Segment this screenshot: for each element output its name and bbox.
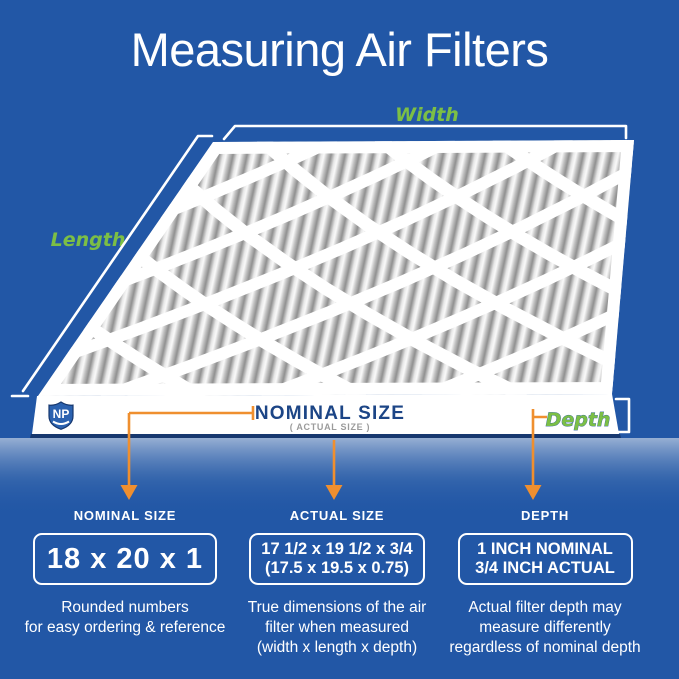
actual-size-column bbox=[237, 508, 437, 658]
depth-caption bbox=[440, 598, 650, 658]
column-header: NOMINAL SIZE bbox=[73, 508, 177, 523]
depth-actual-value: 3/4 INCH ACTUAL bbox=[475, 559, 615, 577]
nominal-size-column bbox=[18, 508, 232, 638]
caption-line: for easy ordering & reference bbox=[24, 619, 226, 636]
width-bracket bbox=[224, 126, 626, 139]
width-label: Width bbox=[395, 104, 459, 126]
actual-size-value: 17 1/2 x 19 1/2 x 3/4 bbox=[261, 540, 413, 558]
actual-size-value-decimal: (17.5 x 19.5 x 0.75) bbox=[264, 559, 410, 577]
nominal-size-value-box bbox=[33, 533, 217, 585]
caption-line: filter when measured bbox=[265, 619, 409, 636]
filter-reflection bbox=[0, 438, 679, 516]
column-header: ACTUAL SIZE bbox=[289, 508, 385, 523]
caption-line: Actual filter depth may bbox=[468, 599, 622, 616]
depth-column bbox=[440, 508, 650, 658]
nominal-size-band-label: NOMINAL SIZE bbox=[254, 403, 406, 424]
filter-top-face bbox=[38, 140, 634, 396]
depth-value-box bbox=[458, 533, 633, 585]
page-title: Measuring Air Filters bbox=[130, 23, 549, 76]
length-label: Length bbox=[50, 229, 126, 251]
brand-logo bbox=[49, 402, 73, 429]
depth-label: Depth bbox=[545, 409, 611, 431]
actual-size-value-box bbox=[249, 533, 425, 585]
actual-size-caption bbox=[237, 598, 437, 658]
actual-size-band-label: ( ACTUAL SIZE ) bbox=[289, 422, 371, 432]
nominal-size-caption bbox=[18, 598, 232, 638]
depth-nominal-value: 1 INCH NOMINAL bbox=[477, 540, 613, 558]
caption-line: True dimensions of the air bbox=[247, 599, 427, 616]
caption-line: (width x length x depth) bbox=[256, 639, 418, 656]
caption-line: Rounded numbers bbox=[61, 599, 189, 616]
depth-bracket bbox=[616, 399, 629, 432]
caption-line: measure differently bbox=[479, 619, 611, 636]
logo-text: NP bbox=[52, 407, 70, 421]
nominal-size-value: 18 x 20 x 1 bbox=[46, 542, 204, 575]
caption-line: regardless of nominal depth bbox=[449, 639, 641, 656]
explanation-columns bbox=[0, 508, 679, 679]
column-header: DEPTH bbox=[520, 508, 570, 523]
